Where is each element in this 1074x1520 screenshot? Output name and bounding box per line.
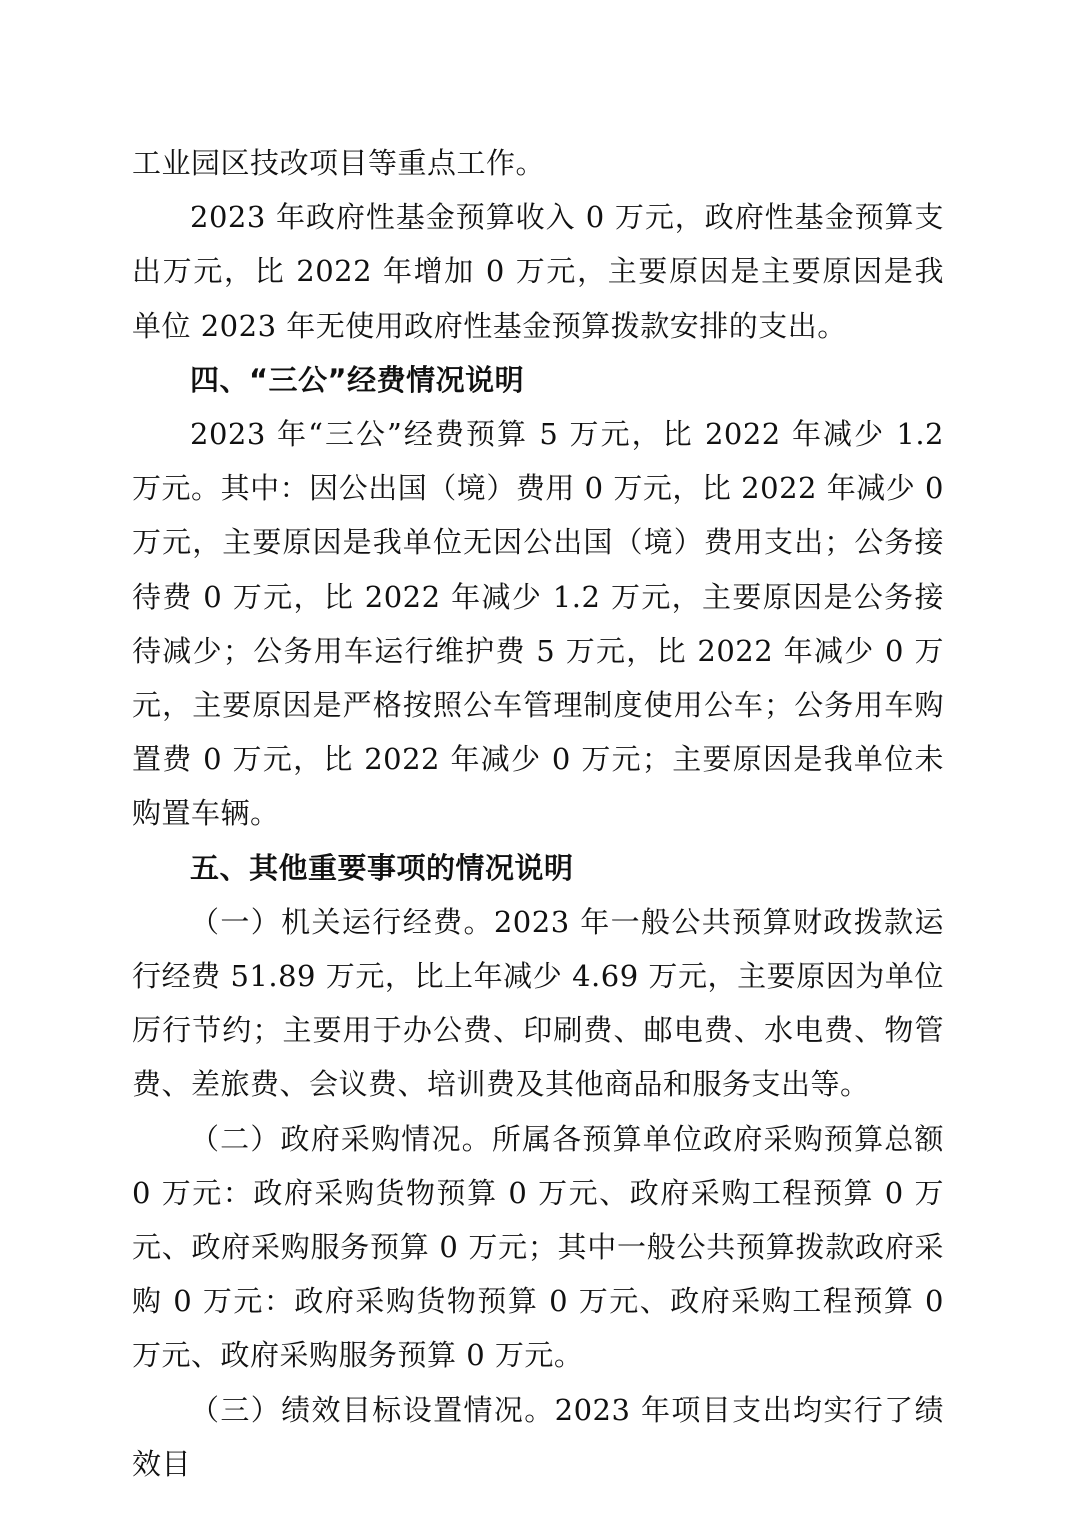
section-heading-three-public-expenses: 四、“三公”经费情况说明	[190, 362, 525, 397]
paragraph-government-fund-budget: 2023 年政府性基金预算收入 0 万元，政府性基金预算支出万元，比 2022 年增加 0 万元，主要原因是主要原因是我单位 2023 年无使用政府性基金预算拨款安排的支出。	[132, 200, 944, 343]
paragraph-three-public-expenses: 2023 年“三公”经费预算 5 万元，比 2022 年减少 1.2 万元。其中：因公出国（境）费用 0 万元，比 2022 年减少 0 万元，主要原因是我单位无因公出国（境）费用支出；公务接待费 0 万元，比 2022 年减少 1.2 万元，主要原因是公务接待减少；公务用车运行维护费 5 万元，比 2022 年减少 0 万元，主要原因是严格按照公车管理制度使用公车；公务用车购置费 0 万元，比 2022 年减少 0 万元；主要原因是我单位未购置车辆。	[132, 417, 944, 831]
paragraph-continuation: 工业园区技改项目等重点工作。	[132, 146, 546, 180]
paragraph-performance-goals: （三）绩效目标设置情况。2023 年项目支出均实行了绩效目	[132, 1392, 944, 1481]
section-heading-other-important-matters: 五、其他重要事项的情况说明	[190, 850, 574, 885]
paragraph-government-procurement: （二）政府采购情况。所属各预算单位政府采购预算总额 0 万元：政府采购货物预算 0 万元、政府采购工程预算 0 万元、政府采购服务预算 0 万元；其中一般公共预算拨款政府采购 0 万元：政府采购货物预算 0 万元、政府采购工程预算 0 万元、政府采购服务预算 0 万元。	[132, 1121, 944, 1373]
document-page	[132, 136, 944, 1491]
paragraph-agency-operating-expenses: （一）机关运行经费。2023 年一般公共预算财政拨款运行经费 51.89 万元，比上年减少 4.69 万元，主要原因为单位厉行节约；主要用于办公费、印刷费、邮电费、水电费、物管费、差旅费、会议费、培训费及其他商品和服务支出等。	[132, 904, 944, 1102]
